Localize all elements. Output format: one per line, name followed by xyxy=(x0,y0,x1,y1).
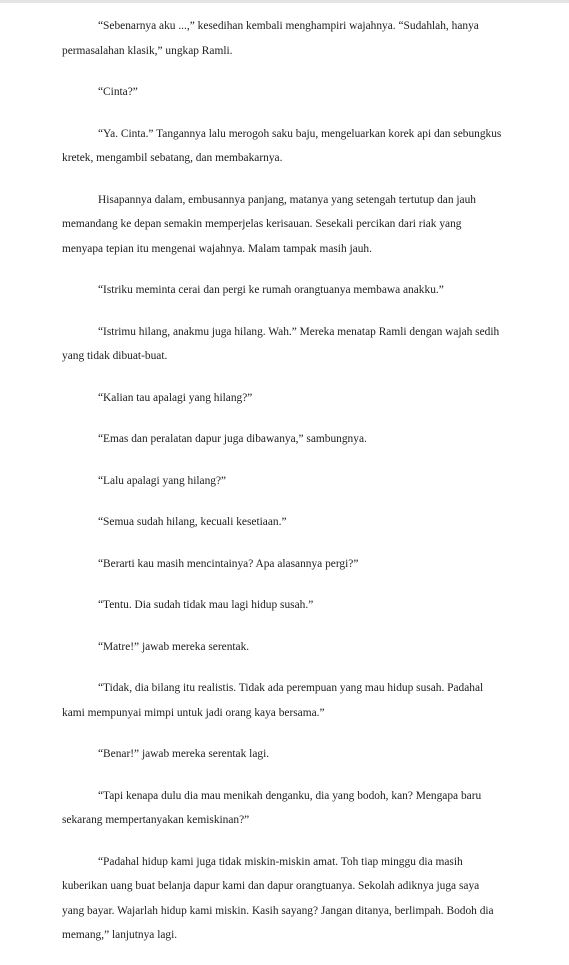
paragraph: “Lalu apalagi yang hilang?” xyxy=(98,474,227,487)
paragraph: “Berarti kau masih mencintainya? Apa alasannya pergi?” xyxy=(98,557,359,570)
paragraph: “Benar!” jawab mereka serentak lagi. xyxy=(98,748,270,760)
paragraph: “Ya. Cinta.” Tangannya lalu merogoh saku baju, mengeluarkan korek api dan sebungkus kretek, mengambil sebatang, dan membakarnya. xyxy=(62,127,502,164)
paragraph: “Istrimu hilang, anakmu juga hilang. Wah.” Mereka menatap Ramli dengan wajah sedih yang tidak dibuat-buat. xyxy=(62,325,500,362)
paragraph: “Tidak, dia bilang itu realistis. Tidak ada perempuan yang mau hidup susah. Padahal kami mempunyai mimpi untuk jadi orang kaya bersama.” xyxy=(62,682,484,719)
paragraph: “Emas dan peralatan dapur juga dibawanya,” sambungnya. xyxy=(98,433,367,445)
paragraph: “Semua sudah hilang, kecuali kesetiaan.” xyxy=(98,516,287,528)
paragraph: “Tapi kenapa dulu dia mau menikah denganku, dia yang bodoh, kan? Mengapa baru sekarang mempertanyakan kemiskinan?” xyxy=(62,789,482,826)
document-page xyxy=(62,14,502,965)
paragraph: “Kalian tau apalagi yang hilang?” xyxy=(98,391,253,404)
paragraph: Hisapannya dalam, embusannya panjang, matanya yang setengah tertutup dan jauh memandang ke depan semakin memperjelas kerisauan. Sesekali percikan dari riak yang menyapa tepian itu mengenai wajahnya. Malam tampak masih jauh. xyxy=(62,193,476,255)
page-top-border xyxy=(0,0,569,3)
paragraph: “Padahal hidup kami juga tidak miskin-miskin amat. Toh tiap minggu dia masih kuberikan uang buat belanja dapur kami dan dapur orangtuanya. Sekolah adiknya juga saya yang bayar. Wajarlah hidup kami miskin. Kasih sayang? Jangan ditanya, berlimpah. Bodoh dia memang,” lanjutnya lagi. xyxy=(62,855,494,941)
paragraph: “Istriku meminta cerai dan pergi ke rumah orangtuanya membawa anakku.” xyxy=(98,284,444,296)
paragraph: “Cinta?” xyxy=(98,86,138,98)
paragraph: “Tentu. Dia sudah tidak mau lagi hidup susah.” xyxy=(98,599,314,611)
paragraph: “Matre!” jawab mereka serentak. xyxy=(98,640,250,653)
paragraph: “Sebenarnya aku ...,” kesedihan kembali menghampiri wajahnya. “Sudahlah, hanya permasalahan klasik,” ungkap Ramli. xyxy=(62,20,479,57)
